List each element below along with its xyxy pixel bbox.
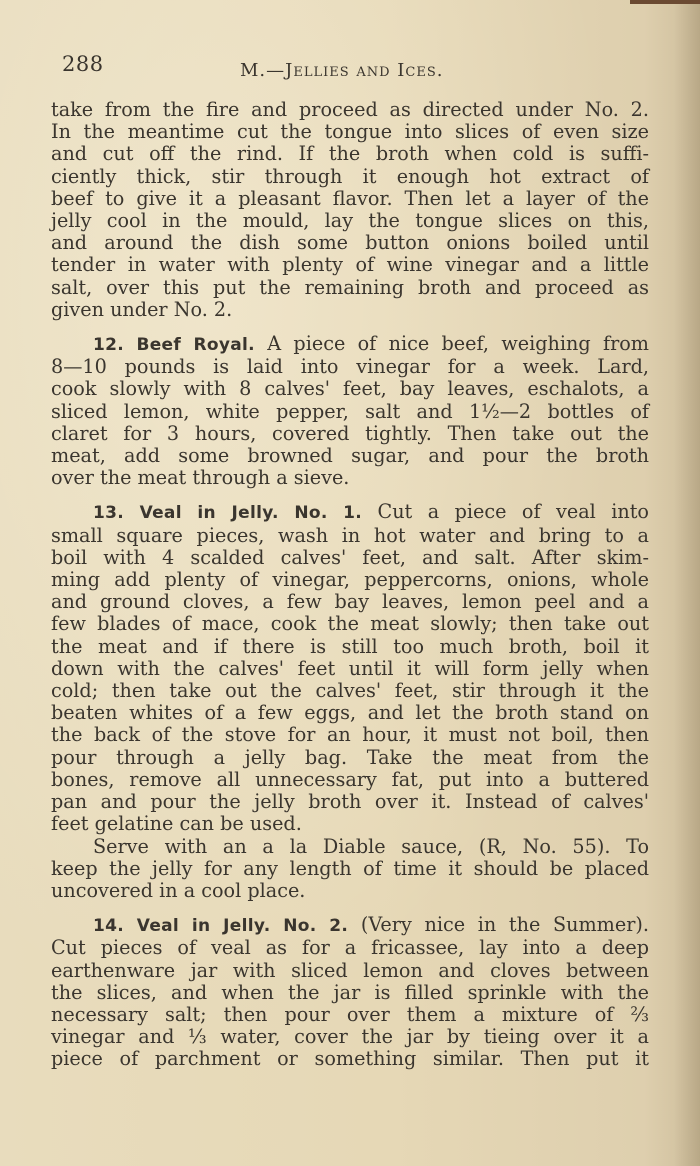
page-corner-edge [630, 0, 700, 4]
text-line: down with the calves' feet until it will form jelly when [51, 656, 649, 680]
text-line: meat, add some browned sugar, and pour the broth [51, 444, 649, 468]
recipe-heading: 12. Beef Royal. [93, 335, 255, 356]
text-line: jelly cool in the mould, lay the tongue slices on this, [51, 209, 649, 233]
recipe-12-beef-royal [51, 333, 649, 489]
text-line: beef to give it a pleasant flavor. Then let a layer of the [51, 186, 649, 210]
running-head: M.—Jellies and Ices. [240, 60, 444, 81]
text-line: earthenware jar with sliced lemon and cloves between [51, 958, 649, 982]
text-line: beaten whites of a few eggs, and let the broth stand on [51, 701, 649, 725]
text-line: small square pieces, wash in hot water and bring to a [51, 523, 649, 547]
text-line: Cut pieces of veal as for a fricassee, lay into a deep [51, 936, 649, 960]
text-line: 8—10 pounds is laid into vinegar for a week. Lard, [51, 355, 649, 379]
page-header [62, 48, 652, 88]
text-line: few blades of mace, cook the meat slowly; then take out [51, 612, 649, 636]
text-line: and ground cloves, a few bay leaves, lemon peel and a [51, 590, 649, 614]
text-line: ming add plenty of vinegar, peppercorns, onions, whole [51, 568, 649, 592]
text-line: Cut a piece of veal into [377, 500, 649, 524]
text-line: the slices, and when the jar is filled sprinkle with the [51, 980, 649, 1004]
text-line: pour through a jelly bag. Take the meat from the [51, 745, 649, 769]
recipe-14-veal-in-jelly-2 [51, 914, 649, 1070]
text-line: cook slowly with 8 calves' feet, bay leaves, eschalots, a [51, 377, 649, 401]
recipe-heading: 13. Veal in Jelly. No. 1. [93, 503, 363, 524]
text-line: vinegar and ⅓ water, cover the jar by tieing over it a [51, 1025, 649, 1049]
text-line: claret for 3 hours, covered tightly. Then take out the [51, 421, 649, 445]
text-line: ciently thick, stir through it enough hot extract of [51, 164, 649, 188]
page-number: 288 [62, 52, 104, 76]
text-line: keep the jelly for any length of time it should be placed [51, 856, 649, 880]
text-line: given under No. 2. [51, 297, 233, 321]
text-line: over the meat through a sieve. [51, 466, 350, 490]
text-line: piece of parchment or something similar. Then put it [51, 1047, 649, 1071]
text-line: In the meantime cut the tongue into slices of even size [51, 120, 649, 144]
text-line: tender in water with plenty of wine vinegar and a little [51, 253, 649, 277]
text-line: uncovered in a cool place. [51, 878, 306, 902]
page-edge-shadow [674, 0, 700, 1166]
body-text [51, 99, 649, 1071]
text-line: and around the dish some button onions boiled until [51, 231, 649, 255]
recipe-heading: 14. Veal in Jelly. No. 2. [93, 916, 349, 937]
text-line: A piece of nice beef, weighing from [267, 332, 649, 356]
text-line: the back of the stove for an hour, it must not boil, then [51, 723, 649, 747]
text-line: bones, remove all unnecessary fat, put into a buttered [51, 767, 649, 791]
text-line: Serve with an a la Diable sauce, (R, No. 55). To [93, 834, 649, 858]
text-line: feet gelatine can be used. [51, 812, 302, 836]
paragraph-tongue-continuation [51, 99, 649, 321]
text-line: the meat and if there is still too much broth, boil it [51, 634, 649, 658]
recipe-13-veal-in-jelly-1 [51, 501, 649, 902]
text-line: take from the fire and proceed as directed under No. 2. [51, 98, 649, 121]
text-line: and cut off the rind. If the broth when cold is suffi- [51, 142, 649, 166]
text-line: sliced lemon, white pepper, salt and 1½—2 bottles of [51, 399, 649, 423]
text-line: (Very nice in the Summer). [360, 913, 649, 937]
text-line: necessary salt; then pour over them a mixture of ⅔ [51, 1002, 649, 1026]
text-line: boil with 4 scalded calves' feet, and salt. After skim- [51, 545, 649, 569]
text-line: pan and pour the jelly broth over it. Instead of calves' [51, 790, 649, 814]
text-line: salt, over this put the remaining broth and proceed as [51, 275, 649, 299]
text-line: cold; then take out the calves' feet, stir through it the [51, 679, 649, 703]
